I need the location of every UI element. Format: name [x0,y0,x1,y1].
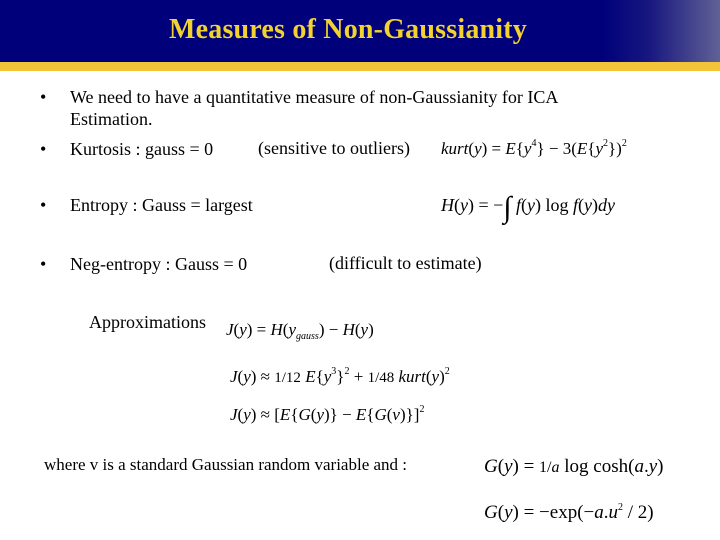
bullet-text-continued: Estimation. [70,109,153,129]
negentropy-formula: $J(y) = H(y_{gauss}) - H(y)$ [226,320,374,342]
bullet-dot: • [40,87,47,107]
where-text: where v is a standard Gaussian random variable and : [44,455,408,474]
entropy-formula: H(y) = −∫ f(y) log f(y)dy [441,191,616,224]
negentropy-note: (difficult to estimate) [329,253,482,273]
slide-title: Measures of Non-Gaussianity [168,14,527,45]
bullet-text: Entropy : Gauss = largest [70,195,253,215]
approximation-formula-1: J(y) ≈ 1/12 $E\{y^3\}^2 + 1/48$ $kurt(y)^2$ [230,366,450,386]
kurtosis-note: (sensitive to outliers) [258,138,410,158]
bullet-text: Kurtosis : gauss = 0 [70,139,214,159]
bullet-text: We need to have a quantitative measure of non-Gaussianity for ICA [70,87,559,107]
accent-bar [0,62,720,71]
approximations-label: Approximations [89,312,206,332]
g-function-logcosh: G(y) = 1/a log cosh(a.y) [484,456,664,477]
bullet-dot: • [40,195,47,215]
approximation-formula-2: $J(y) \approx [E\{G(y)\} - E\{G(v)\}]^2$ [230,404,425,424]
g-function-exp: $G(y) = -\exp(-a.u^2 / 2)$ [484,502,654,523]
bullet-text: Neg-entropy : Gauss = 0 [70,254,248,274]
kurtosis-formula: kurt(y) = $E\{y^4\} - 3(E\{y^2\})^2$ [441,138,627,158]
bullet-dot: • [40,139,47,159]
bullet-dot: • [40,254,47,274]
